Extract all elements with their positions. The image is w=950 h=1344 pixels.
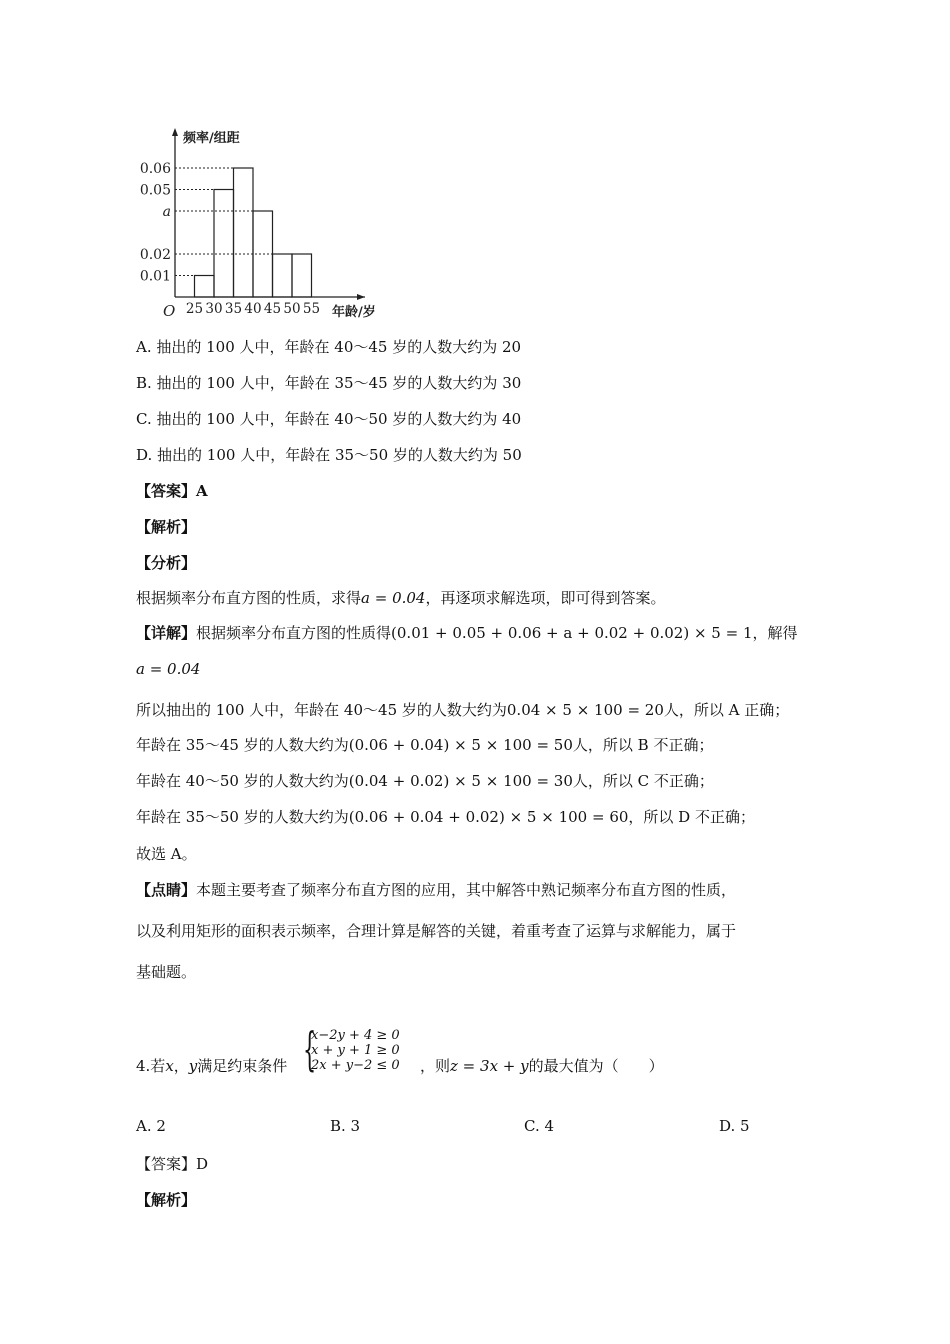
step-3-tail: 人，所以 C 不正确； [572,772,714,790]
x-tick-label-5: 50 [283,301,301,317]
dianjing-line-1 [136,879,736,900]
histogram-bar-0 [195,276,215,298]
x-tick-label-0: 25 [185,301,204,317]
option-b: B. 抽出的 100 人中，年龄在 35～45 岁的人数大约为 30 [136,374,522,392]
q4-choice-d: D. 5 [719,1117,750,1135]
x-tick-label-4: 45 [263,301,282,317]
fenxi-text: 根据频率分布直方图的性质，求得 [136,589,362,607]
fenxi-label: 【分析】 [136,554,197,572]
fenxi-line [136,587,665,608]
y-tick-label-0: 0.06 [139,161,171,177]
y-tick-label-1: 0.05 [139,182,171,199]
frequency-histogram [139,120,410,320]
xiangjie-result: a = 0.04 [136,660,201,678]
constraint-system [303,1022,413,1078]
y-axis-arrow [172,128,178,136]
step-1-math: 0.04 × 5 × 100 = 20 [506,701,664,719]
fenxi-math: a = 0.04 [361,589,426,607]
dianjing-line-3: 基础题。 [136,963,197,981]
fenxi-tail: ，再逐项求解选项，即可得到答案。 [425,589,666,607]
step-3-math: (0.04 + 0.02) × 5 × 100 = 30 [348,772,573,790]
step-3-text: 年龄在 40～50 岁的人数大约为 [136,772,349,790]
xiangjie-text: 根据频率分布直方图的性质得 [196,624,392,642]
x-tick-label-6: 55 [302,301,321,317]
step-2-text: 年龄在 35～45 岁的人数大约为 [136,736,349,754]
histogram-bar-2 [234,168,254,297]
y-tick-label-2: a [162,204,171,220]
q4-choice-b: B. 3 [330,1117,361,1135]
brace-glyph: { [303,1022,317,1076]
x-tick-label-1: 30 [205,301,223,317]
step-4-tail: ，所以 D 不正确； [628,808,755,826]
step-4-math: (0.06 + 0.04 + 0.02) × 5 × 100 = 60 [348,808,629,826]
xiangjie-tail: ，解得 [752,624,798,642]
histogram-bar-5 [292,254,312,297]
q4-stem-right [420,1055,664,1076]
q4-analysis-label: 【解析】 [136,1191,197,1209]
analysis-label: 【解析】 [136,518,197,536]
q4-choice-c: C. 4 [524,1117,555,1135]
q4-mid: 满足约束条件 [197,1057,288,1075]
q4-choice-a: A. 2 [136,1117,166,1135]
step-1-tail: 人，所以 A 正确； [663,701,790,719]
q4-var-y: y [188,1057,198,1075]
q4-prefix: 4.若 [136,1057,166,1075]
xiangjie-label: 【详解】 [136,624,197,642]
histogram-bar-4 [273,254,293,297]
x-axis-label: 年龄/岁 [332,305,376,320]
step-2 [136,734,713,755]
q4-target: z = 3x + y [450,1057,529,1075]
q4-stem-left [136,1055,287,1076]
dianjing-line-2: 以及利用矩形的面积表示频率，合理计算是解答的关键，着重考查了运算与求解能力，属于 [136,922,737,940]
step-4 [136,806,755,827]
xiangjie-formula: (0.01 + 0.05 + 0.06 + a + 0.02 + 0.02) × 5 = 1 [391,624,753,642]
option-a: A. 抽出的 100 人中，年龄在 40～45 岁的人数大约为 20 [136,338,522,356]
step-2-tail: 人，所以 B 不正确； [572,736,714,754]
q4-answer: 【答案】D [136,1155,209,1173]
y-axis-label: 频率/组距 [183,131,240,146]
choose-line: 故选 A。 [136,845,197,863]
x-axis-arrow [357,294,365,300]
dianjing-text-1: 本题主要考查了频率分布直方图的应用，其中解答中熟记频率分布直方图的性质， [196,881,737,899]
xiangjie-line [136,622,798,643]
origin-label: O [163,302,176,320]
q4-then: ，则 [420,1057,451,1075]
y-tick-label-3: 0.02 [139,247,171,263]
step-4-text: 年龄在 35～50 岁的人数大约为 [136,808,349,826]
constraint-1: x−2y + 4 ≥ 0 [311,1028,400,1043]
option-c: C. 抽出的 100 人中，年龄在 40～50 岁的人数大约为 40 [136,410,522,428]
step-1 [136,699,789,720]
x-tick-label-2: 35 [224,301,243,317]
constraint-2: x + y + 1 ≥ 0 [311,1043,400,1058]
answer-label: 【答案】A [136,482,208,500]
step-2-math: (0.06 + 0.04) × 5 × 100 = 50 [348,736,573,754]
step-1-text: 所以抽出的 100 人中，年龄在 40～45 岁的人数大约为 [136,701,507,719]
constraint-3: 2x + y−2 ≤ 0 [311,1058,400,1073]
step-3 [136,770,714,791]
q4-tail: 的最大值为（ ） [528,1057,664,1075]
dianjing-label: 【点睛】 [136,881,197,899]
q4-sep: ， [173,1057,189,1075]
x-tick-label-3: 40 [244,301,262,317]
y-tick-label-4: 0.01 [139,268,171,285]
histogram-bar-1 [214,190,234,298]
q4-var-x: x [165,1057,174,1075]
option-d: D. 抽出的 100 人中，年龄在 35～50 岁的人数大约为 50 [136,446,522,464]
